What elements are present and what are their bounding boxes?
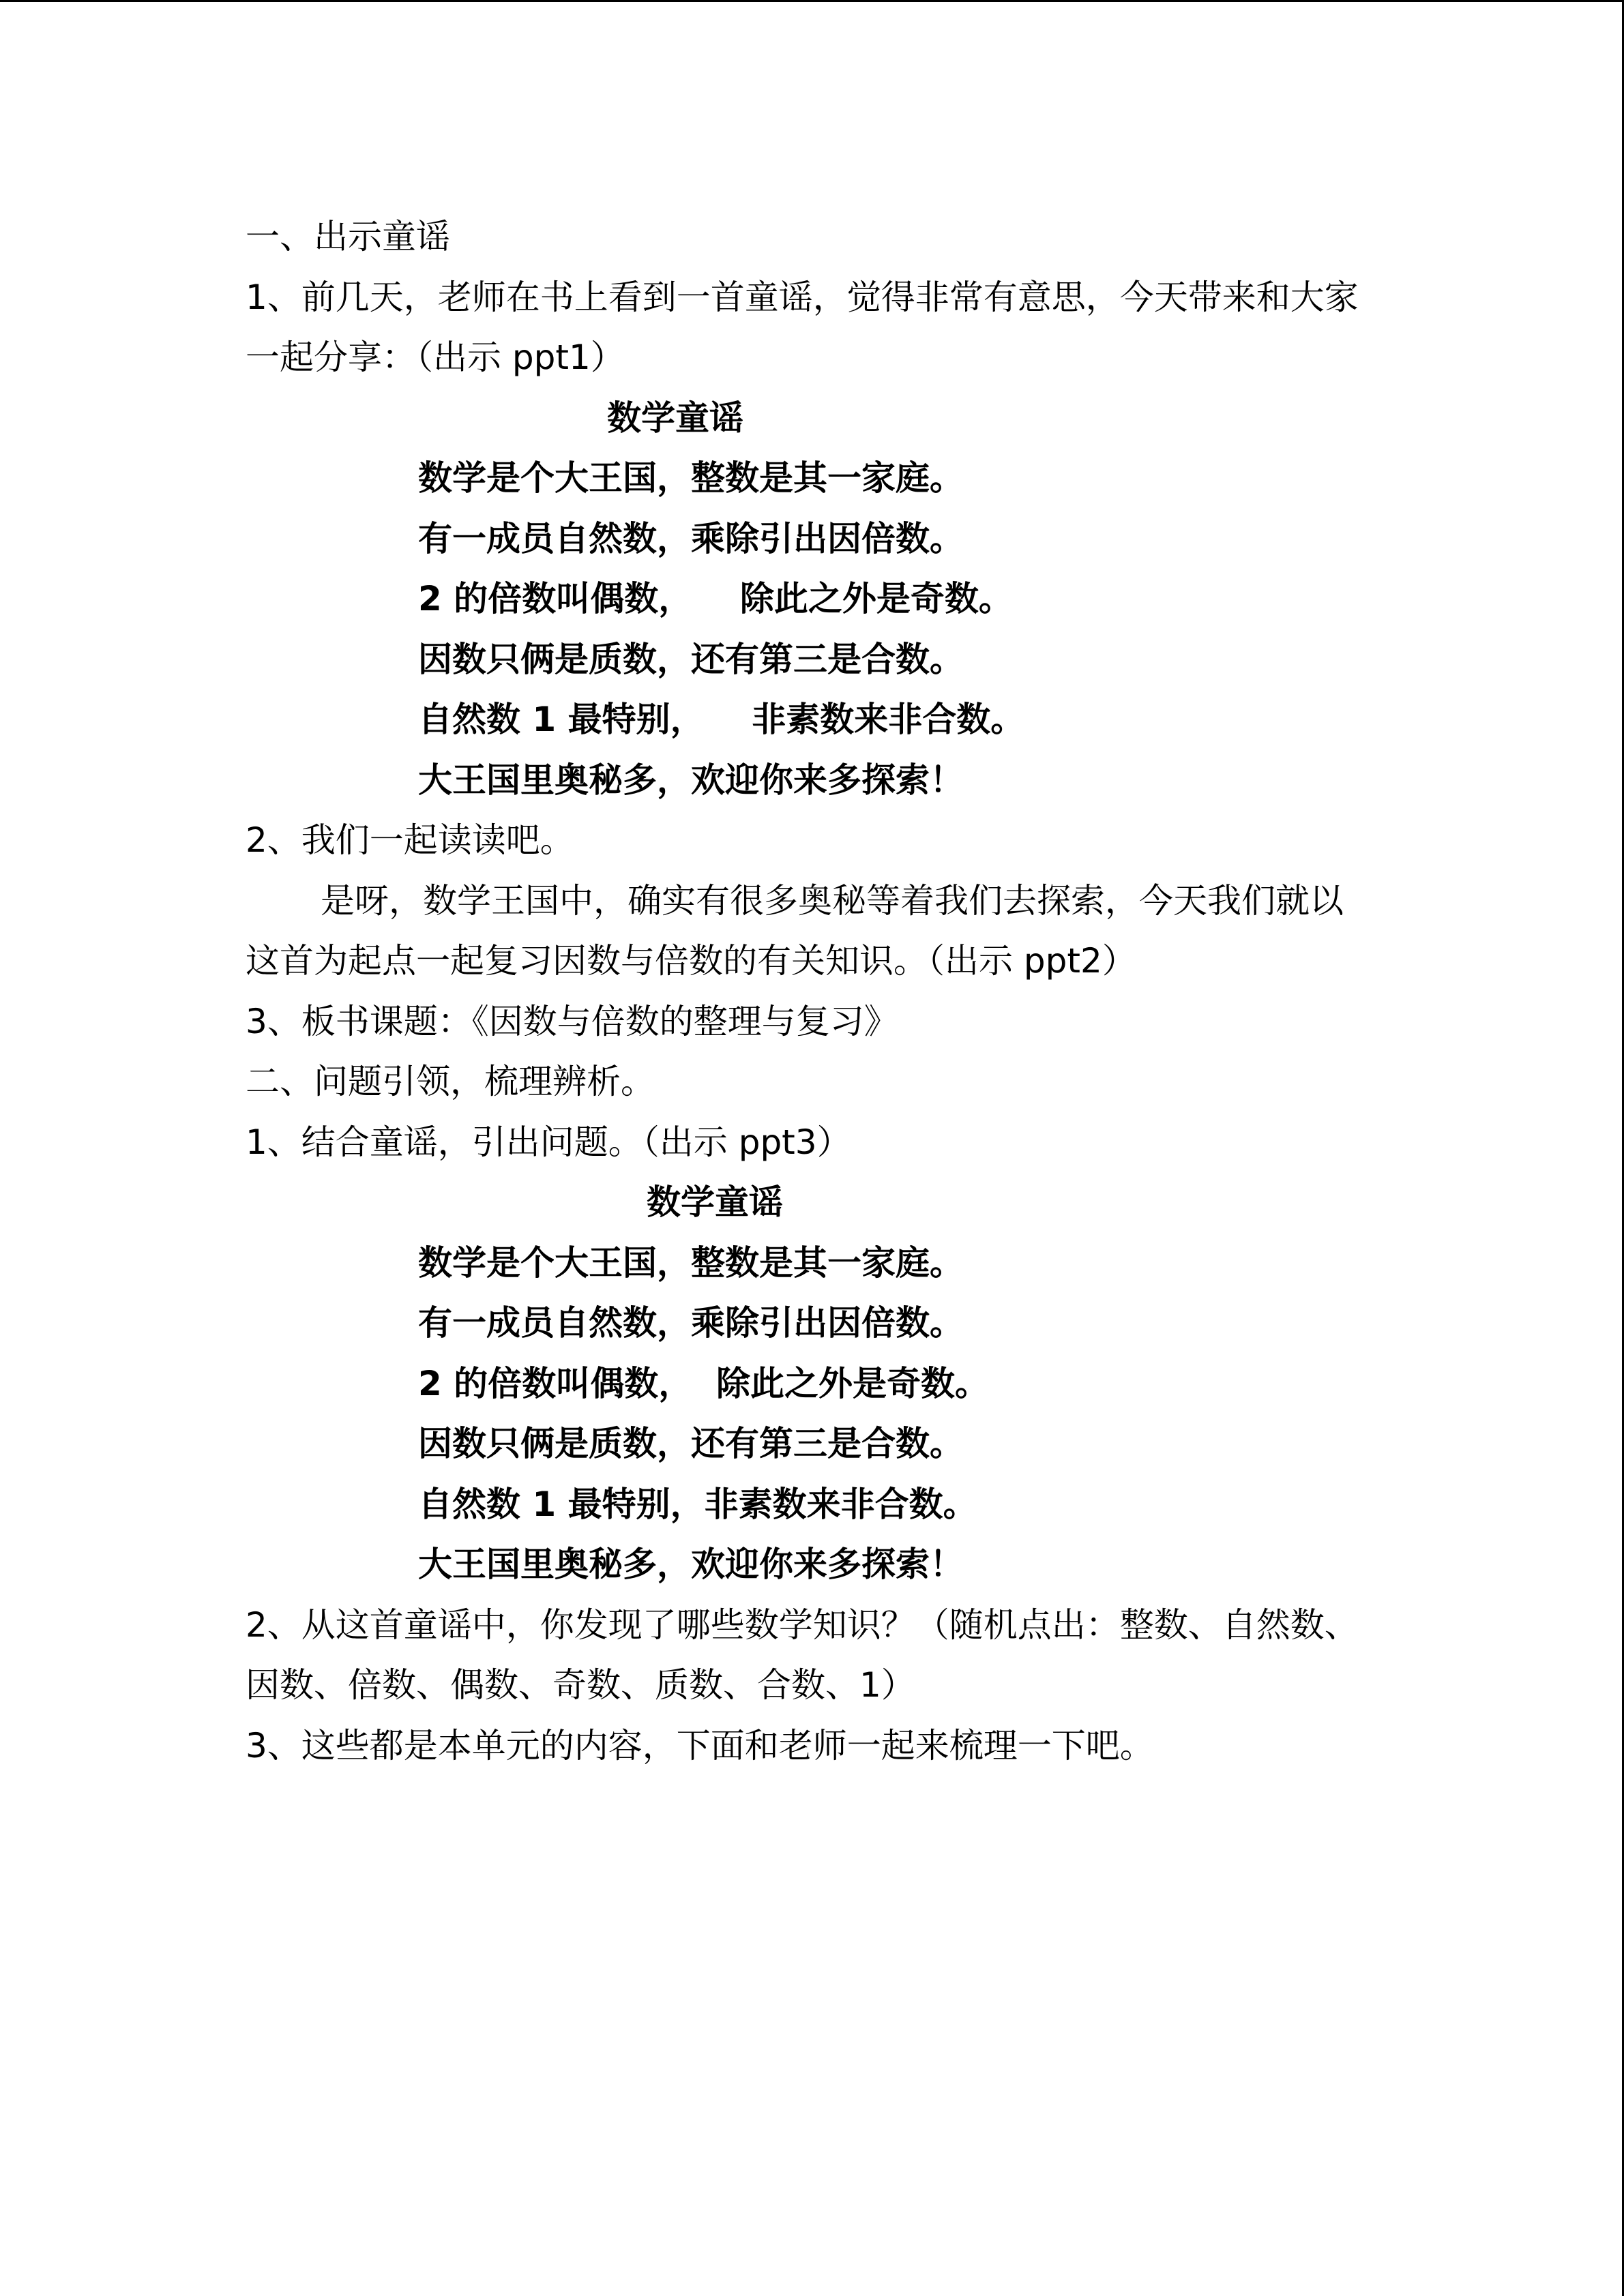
poem-2-title: 数学童谣: [647, 1182, 783, 1222]
poem-1-title: 数学童谣: [607, 398, 743, 438]
poem-2-line: 自然数 1 最特别，非素数来非合数。: [418, 1484, 977, 1524]
document-body: [246, 207, 1494, 1776]
poem-2-line: 2 的倍数叫偶数， 除此之外是奇数。: [418, 1363, 990, 1403]
poem-2-line: 有一成员自然数，乘除引出因倍数。: [418, 1303, 964, 1343]
poem-2-line: 因数只俩是质数，还有第三是合数。: [418, 1424, 964, 1463]
paragraph-intro-line-2: 一起分享：（出示 ppt1）: [246, 338, 625, 377]
section-heading-2: 二、问题引领，梳理辨析。: [246, 1062, 655, 1101]
paragraph-knowledge-line-2: 因数、倍数、偶数、奇数、质数、合数、1）: [246, 1665, 915, 1705]
paragraph-read-together: 2、我们一起读读吧。: [246, 820, 574, 860]
paragraph-explore-line-2: 这首为起点一起复习因数与倍数的有关知识。（出示 ppt2）: [246, 941, 1136, 981]
section-heading-1: 一、出示童谣: [246, 217, 450, 256]
poem-2-line: 数学是个大王国，整数是其一家庭。: [418, 1242, 964, 1283]
poem-1-line: 2 的倍数叫偶数， 除此之外是奇数。: [418, 579, 1013, 618]
paragraph-combine-rhyme: 1、结合童谣，引出问题。（出示 ppt3）: [246, 1122, 851, 1162]
paragraph-explore-line-1: 是呀，数学王国中，确实有很多奥秘等着我们去探索，今天我们就以: [321, 880, 1344, 921]
paragraph-intro-line-1: 1、前几天，老师在书上看到一首童谣，觉得非常有意思，今天带来和大家: [246, 277, 1359, 317]
poem-1-line: 因数只俩是质数，还有第三是合数。: [418, 639, 964, 679]
poem-1-line: 数学是个大王国，整数是其一家庭。: [418, 458, 964, 498]
paragraph-summary: 3、这些都是本单元的内容，下面和老师一起来梳理一下吧。: [246, 1725, 1154, 1765]
poem-1-line: 大王国里奥秘多，欢迎你来多探索！: [418, 760, 964, 800]
paragraph-knowledge-line-1: 2、从这首童谣中，你发现了哪些数学知识？（随机点出：整数、自然数、: [246, 1605, 1359, 1645]
poem-1-line: 自然数 1 最特别， 非素数来非合数。: [418, 700, 1025, 739]
poem-1-line: 有一成员自然数，乘除引出因倍数。: [418, 518, 964, 558]
paragraph-board-title: 3、板书课题：《因数与倍数的整理与复习》: [246, 1001, 898, 1041]
poem-2-line: 大王国里奥秘多，欢迎你来多探索！: [418, 1545, 964, 1584]
